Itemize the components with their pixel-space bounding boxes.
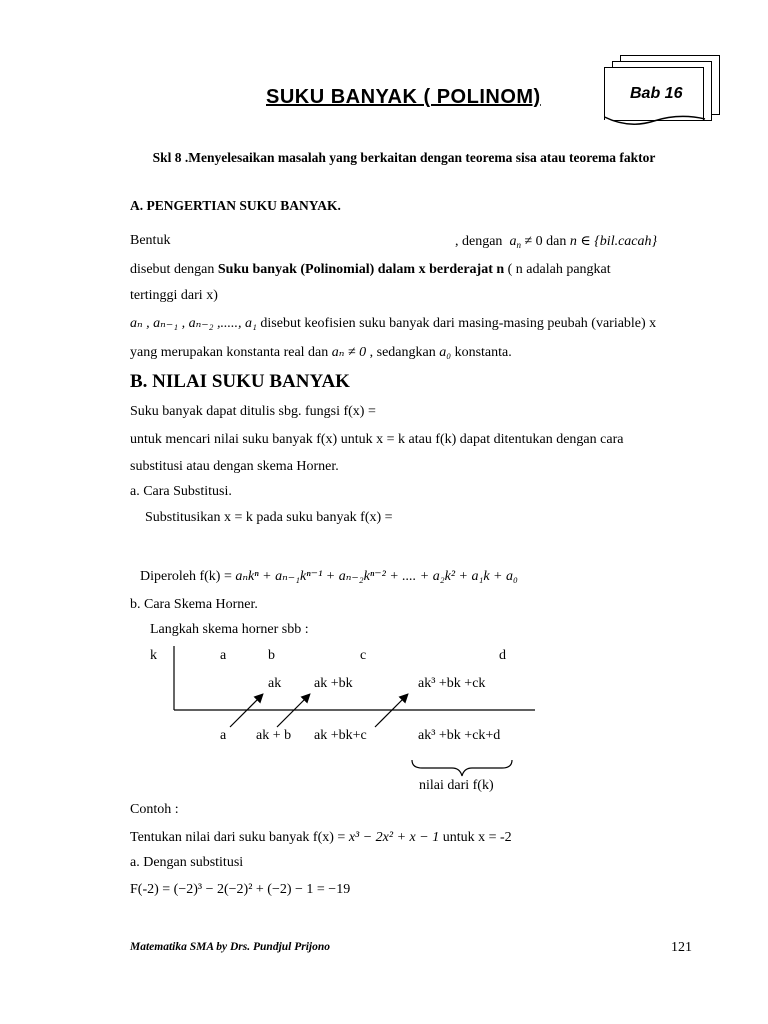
competency-statement: Skl 8 .Menyelesaikan masalah yang berkaitan dengan teorema sisa atau teorema faktor: [152, 150, 656, 165]
horner-mid-2: ak +bk: [314, 676, 353, 691]
horner-k: k: [150, 648, 157, 663]
horner-mid-1: ak: [268, 676, 282, 691]
constant-pre: yang merupakan konstanta real dan: [130, 345, 332, 360]
chapter-tab-label: Bab 16: [630, 85, 683, 102]
constant-a0: a₀: [439, 345, 452, 360]
horner-coef-d: d: [499, 648, 506, 663]
section-b-line-2: untuk mencari nilai suku banyak f(x) untuk x = k atau f(k) dapat ditentukan dengan cara: [130, 432, 624, 447]
example-task-pre: Tentukan nilai dari suku banyak f(x) =: [130, 830, 349, 845]
coefficients-expr: aₙ , aₙ₋₁ , aₙ₋₂ ,....., a₁: [130, 316, 257, 331]
example-substitution-result: [130, 882, 350, 898]
horner-res-2: ak + b: [256, 728, 292, 743]
definition-pre: disebut dengan: [130, 262, 218, 277]
page-title: SUKU BANYAK ( POLINOM): [266, 86, 541, 108]
constant-post: konstanta.: [451, 345, 512, 360]
horner-brace-label: nilai dari f(k): [419, 778, 494, 793]
fk-label: Diperoleh f(k) =: [140, 569, 236, 584]
horner-res-1: a: [220, 728, 227, 743]
section-a-heading: A. PENGERTIAN SUKU BANYAK.: [130, 198, 341, 213]
example-substitution-title: a. Dengan substitusi: [130, 855, 244, 870]
section-b-line-1: Suku banyak dapat ditulis sbg. fungsi f(x) =: [130, 404, 376, 419]
section-b-heading: B. NILAI SUKU BANYAK: [130, 371, 350, 392]
definition-line-2: tertinggi dari x): [130, 288, 218, 303]
example-label: Contoh :: [130, 802, 179, 817]
horner-res-4: ak³ +bk +ck+d: [418, 728, 501, 743]
section-b-line-3: substitusi atau dengan skema Horner.: [130, 459, 339, 474]
horner-brace: [412, 760, 512, 776]
bentuk-label: Bentuk: [130, 233, 171, 248]
horner-res-3: ak +bk+c: [314, 728, 367, 743]
definition-post: ( n adalah pangkat: [504, 262, 611, 277]
substitution-line: Substitusikan x = k pada suku banyak f(x) =: [145, 510, 393, 525]
cond-n: n: [569, 234, 577, 249]
fk-expression: aₙkⁿ + aₙ₋₁kⁿ⁻¹ + aₙ₋₂kⁿ⁻² + .... + a₂k² + a₁k + a₀: [235, 569, 518, 584]
horner-title: b. Cara Skema Horner.: [130, 597, 258, 612]
example-f-lhs: F(-2) =: [130, 882, 174, 897]
cond-set: ∈ {bil.cacah}: [576, 234, 658, 249]
page-number: 121: [671, 940, 692, 955]
dengan-text: , dengan: [455, 234, 503, 249]
example-f-rhs: (−2)³ − 2(−2)² + (−2) − 1 = −19: [173, 882, 351, 897]
example-task-post: untuk x = -2: [439, 830, 512, 845]
horner-arrow-2: [277, 695, 309, 727]
example-task: [130, 830, 512, 846]
cond-ne0: ≠ 0 dan: [520, 234, 570, 249]
substitution-title: a. Cara Substitusi.: [130, 484, 232, 499]
constant-mid: , sedangkan: [366, 345, 440, 360]
horner-arrow-3: [375, 695, 407, 727]
definition-bold: Suku banyak (Polinomial) dalam x berderajat n: [217, 262, 505, 277]
cond-an: a: [509, 234, 517, 249]
coefficients-desc: disebut keofisien suku banyak dari masing-masing peubah (variable) x: [256, 316, 657, 331]
horner-coef-a: a: [220, 648, 227, 663]
horner-coef-c: c: [360, 648, 367, 663]
horner-mid-3: ak³ +bk +ck: [418, 676, 486, 691]
horner-coef-b: b: [268, 648, 275, 663]
horner-steps-label: Langkah skema horner sbb :: [150, 622, 309, 637]
example-task-expr: x³ − 2x² + x − 1: [348, 830, 440, 845]
cond-an-sub: n: [516, 240, 521, 250]
horner-arrow-1: [230, 695, 262, 727]
footer-source: Matematika SMA by Drs. Pundjul Prijono: [130, 941, 331, 953]
constant-cond: aₙ ≠ 0: [331, 345, 367, 360]
